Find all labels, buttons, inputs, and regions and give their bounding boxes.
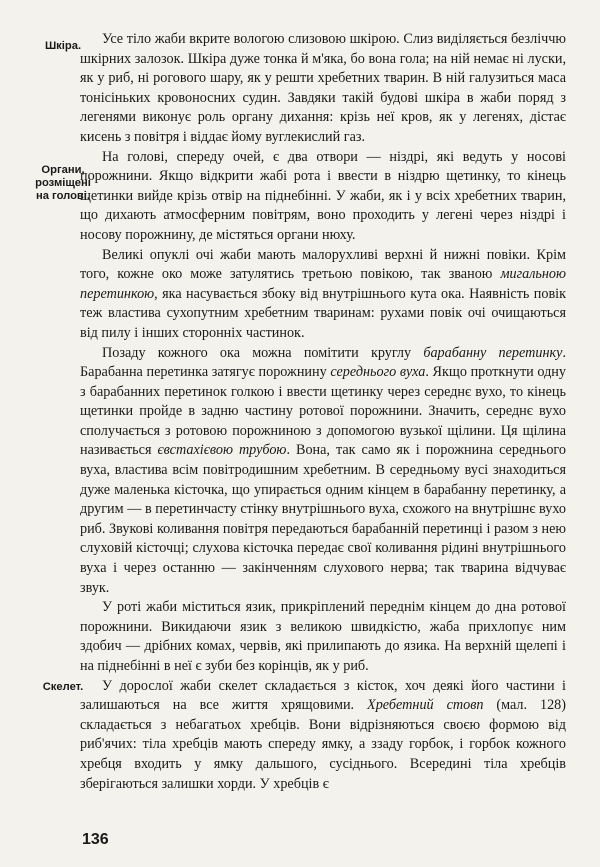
section-skeleton: [42, 677, 566, 795]
paragraph-ear: Позаду кожного ока можна помітити круглу барабанну перетинку. Барабанна перетинка затягує порожнину середнього вуха. Якщо проткнути одну з барабанних перетинок голкою і ввести щетинку через середнє вухо, то кінець щетинки пройде в задню частину ротової порожнини. Значить, середнє вухо сполучається з ротовою порожниною з допомогою вузької щілини. Ця щілина називається євстахієвою трубою. Вона, так само як і порожнина середнього вуха, властива всім повітродишним хребетним. В середньому вусі знаходиться дуже маленька кісточка, що упирається одним кінцем в барабанну перетинку, а другим — в перетинчасту стінку внутрішнього вуха, схожого на внутрішнє вухо риб. Звукові коливання повітря передаються барабанній перетинці і разом з нею слуховій кісточці; слухова кісточка передає свої коливання рідині внутрішнього вуха і через останню — закінченням слухового нерва; так тварина відчуває звук.: [80, 344, 566, 596]
paragraph-eyes: Великі опуклі очі жаби мають малорухливі верхні й нижні повіки. Крім того, кожне око може затулятись третьою повікою, так званою мигальною перетинкою, яка насувається збоку від внутрішнього кута ока. Наявність повік теж властива сухопутним хребетним тваринам: рухами повік очі очищаються від пилу і інших сторонніх частинок.: [80, 246, 566, 341]
side-heading-skin: Шкіра.: [44, 40, 82, 52]
section-head-organs: [35, 148, 566, 677]
side-heading-head-organs: Органи, розміщені на голові.: [35, 163, 91, 202]
page-number: 136: [82, 831, 109, 848]
side-heading-skeleton: Скелет.: [42, 680, 84, 693]
paragraph-nostrils: На голові, спереду очей, є два отвори — ніздрі, які ведуть у носові порожнини. Якщо відкрити жабі рота і ввести в ніздрю щетинку, то кінець щетинки вийде крізь отвір на піднебінні. У жаби, як і у всіх хребетних тварин, що дихають атмосферним повітрям, воно проходить у легені через ніздрі і носову порожнину, де містяться органи нюху.: [80, 148, 566, 243]
paragraph-tongue: У роті жаби міститься язик, прикріплений переднім кінцем до дна ротової порожнини. Викидаючи язик з великою швидкістю, жаба прихлопує ним здобич — дрібних комах, червів, які прилипають до язика. На верхній щелепі і на піднебінні в неї є зуби без корінців, як у риб.: [80, 599, 566, 674]
section-skin: [44, 30, 566, 148]
paragraph-skin: Усе тіло жаби вкрите вологою слизовою шкірою. Слиз виділяється безліччю шкірних залозок. Шкіра дуже тонка й м'яка, бо вона гола; на ній немає ні луски, як у риб, ні рогового шару, як у решти хребетних тварин. В ній галузиться маса тонісіньких кровоносних судин. Завдяки такій будові шкіра в жаби поряд з легенями виконує роль органу дихання: крізь неї кров, як у легенях, дістає кисень з повітря і віддає йому вуглекислий газ.: [80, 31, 566, 145]
paragraph-skeleton: У дорослої жаби скелет складається з кісток, хоч деякі його частини і залишаються на все життя хрящовими. Хребетний стовп (мал. 128) складається з небагатьох хребців. Вони відрізняються своєю формою від риб'ячих: тіла хребців мають спереду ямку, а ззаду горбок, і горбок кожного хребця входить у ямку дальшого, сусіднього. Всередині тіла хребців зберігаються залишки хорди. У хребців є: [80, 677, 566, 792]
